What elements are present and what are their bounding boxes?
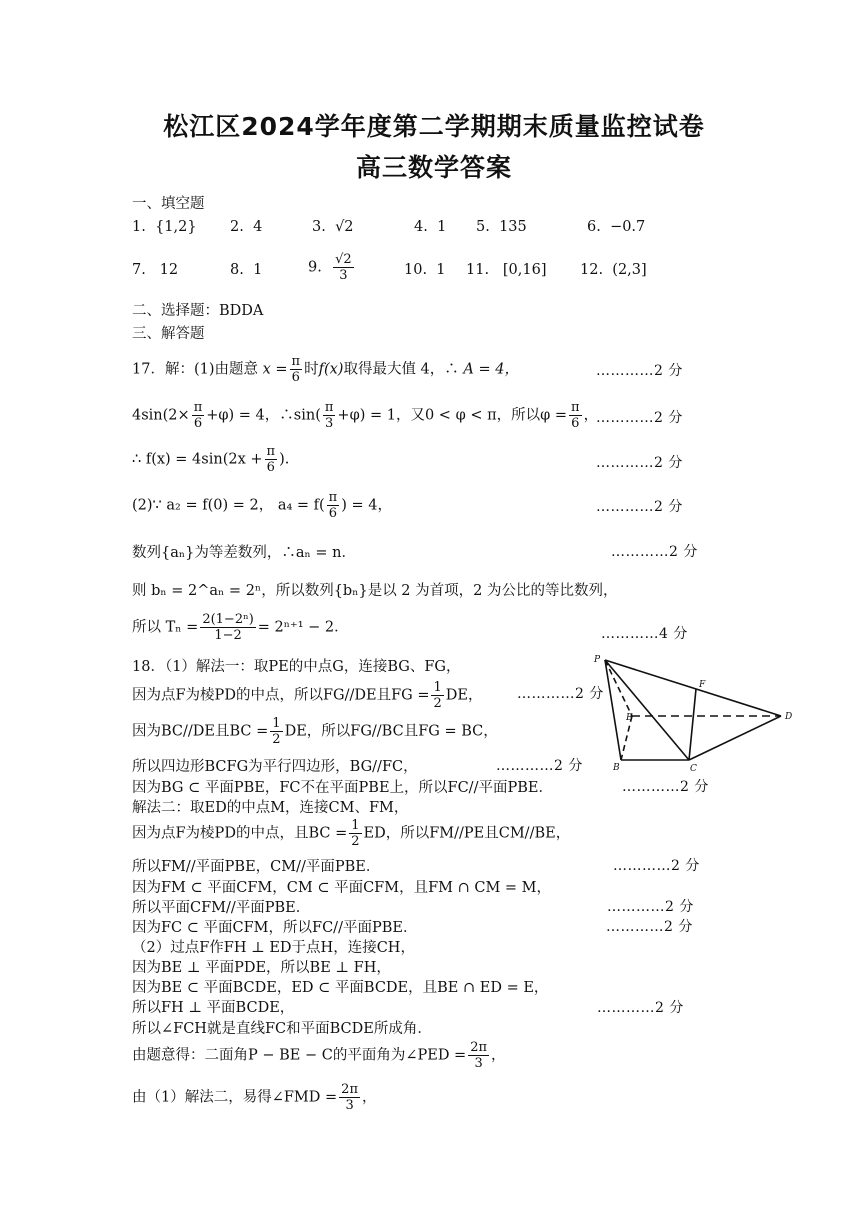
- q18-line-1: 18．（1）解法一：取PE的中点G，连接BG、FG，: [132, 659, 461, 675]
- answer-2: 2. 4: [230, 219, 263, 235]
- q18-line-11: 因为FC ⊂ 平面CFM，所以FC//平面PBE．: [132, 920, 418, 936]
- q18-line-18: 由（1）解法二，易得∠FMD = $\frac{2\pi}{3}$ ，: [132, 1082, 377, 1113]
- q18-line-16: 所以∠FCH就是直线FC和平面BCDE所成角．: [132, 1021, 432, 1037]
- answer-12: 12. (2,3]: [580, 262, 647, 278]
- score-mark: …………2 分: [496, 758, 583, 774]
- label-b: B: [613, 763, 620, 773]
- answer-4: 4. 1: [414, 219, 447, 235]
- score-mark: …………2 分: [596, 455, 683, 471]
- q18-line-3: 因为BC//DE且BC = $\frac{1}{2}$ DE，所以FG//BC且FG = BC，: [132, 716, 498, 747]
- section-choice-heading: 二、选择题：BDDA: [132, 303, 264, 319]
- q18-line-13: 因为BE ⊥ 平面PDE，所以BE ⊥ FH，: [132, 960, 391, 976]
- geometry-figure: [588, 650, 798, 775]
- q17-line-4: (2)∵ a₂ = f(0) = 2， a₄ = f( $\frac{\pi}{6}$ ) = 4，: [132, 490, 392, 521]
- q18-line-15: 所以FH ⊥ 平面BCDE，: [132, 1000, 295, 1016]
- score-mark: …………2 分: [607, 899, 694, 915]
- answer-3: 3. √2: [312, 219, 354, 235]
- answer-1: 1. {1,2}: [132, 219, 197, 235]
- q17-line-3: ∴ f(x) = 4sin(2x + $\frac{\pi}{6}$ ).: [132, 444, 290, 475]
- q18-line-4: 所以四边形BCFG为平行四边形，BG//FC，: [132, 759, 418, 775]
- label-d: D: [785, 712, 793, 722]
- answer-6: 6. −0.7: [587, 219, 646, 235]
- section-fill-heading: 一、填空题: [132, 196, 205, 212]
- q18-line-6: 解法二：取ED的中点M，连接CM、FM，: [132, 800, 409, 816]
- label-p: P: [594, 655, 601, 665]
- q18-line-7: 因为点F为棱PD的中点，且BC = $\frac{1}{2}$ ED，所以FM//PE且CM//BE，: [132, 818, 571, 849]
- page-subtitle: 高三数学答案: [355, 153, 512, 182]
- q17-line-5: 数列{aₙ}为等差数列，∴aₙ = n．: [132, 545, 356, 561]
- score-mark: …………2 分: [611, 544, 698, 560]
- section-solve-heading: 三、解答题: [132, 326, 205, 342]
- score-mark: …………2 分: [596, 410, 683, 426]
- score-mark: …………4 分: [601, 626, 688, 642]
- label-f: F: [699, 680, 706, 690]
- answer-10: 10. 1: [404, 262, 446, 278]
- q17-line-6: 则 bₙ = 2^aₙ = 2ⁿ，所以数列{bₙ}是以 2 为首项，2 为公比的等比数列，: [132, 583, 618, 599]
- score-mark: …………2 分: [622, 779, 709, 795]
- q18-line-17: 由题意得：二面角P − BE − C的平面角为∠PED = $\frac{2\pi}{3}$ ，: [132, 1040, 506, 1071]
- q18-line-5: 因为BG ⊂ 平面PBE，FC不在平面PBE上，所以FC//平面PBE．: [132, 780, 553, 796]
- q18-line-12: （2）过点F作FH ⊥ ED于点H，连接CH，: [132, 940, 415, 956]
- page-title: 松江区2024学年度第二学期期末质量监控试卷: [163, 112, 705, 141]
- q17-line-1: 17．解：(1)由题意 x = $\frac{\pi}{6}$ 时f(x)取得最大值 4，∴ A = 4，: [132, 354, 519, 385]
- score-mark: …………2 分: [613, 858, 700, 874]
- q18-line-10: 所以平面CFM//平面PBE．: [132, 900, 311, 916]
- score-mark: …………2 分: [517, 686, 604, 702]
- label-c: C: [690, 764, 697, 774]
- q18-line-8: 所以FM//平面PBE，CM//平面PBE．: [132, 859, 381, 875]
- q18-line-14: 因为BE ⊂ 平面BCDE，ED ⊂ 平面BCDE，且BE ∩ ED = E，: [132, 980, 549, 996]
- score-mark: …………2 分: [606, 919, 693, 935]
- answer-11: 11. [0,16]: [466, 262, 547, 278]
- q18-line-9: 因为FM ⊂ 平面CFM，CM ⊂ 平面CFM，且FM ∩ CM = M，: [132, 880, 552, 896]
- answer-7: 7. 12: [132, 262, 179, 278]
- score-mark: …………2 分: [596, 499, 683, 515]
- answer-5: 5. 135: [476, 219, 527, 235]
- answer-9: 9. $\frac{√2}{3}$: [308, 252, 352, 283]
- score-mark: …………2 分: [597, 1000, 684, 1016]
- q17-line-2: 4sin(2× $\frac{\pi}{6}$ +φ) = 4，∴sin( $\frac{\pi}{3}$ +φ) = 1，又0 < φ < π，所以φ = $\frac{\pi}{6}$ ，: [132, 400, 599, 431]
- q17-line-7: 所以 Tₙ = $\frac{\text{2(1−2ⁿ)}}{1-2}$ = 2ⁿ⁺¹ − 2．: [132, 612, 349, 643]
- label-e: E: [626, 713, 633, 723]
- q18-line-2: 因为点F为棱PD的中点，所以FG//DE且FG = $\frac{1}{2}$ DE，: [132, 680, 483, 711]
- score-mark: …………2 分: [596, 363, 683, 379]
- answer-8: 8. 1: [230, 262, 263, 278]
